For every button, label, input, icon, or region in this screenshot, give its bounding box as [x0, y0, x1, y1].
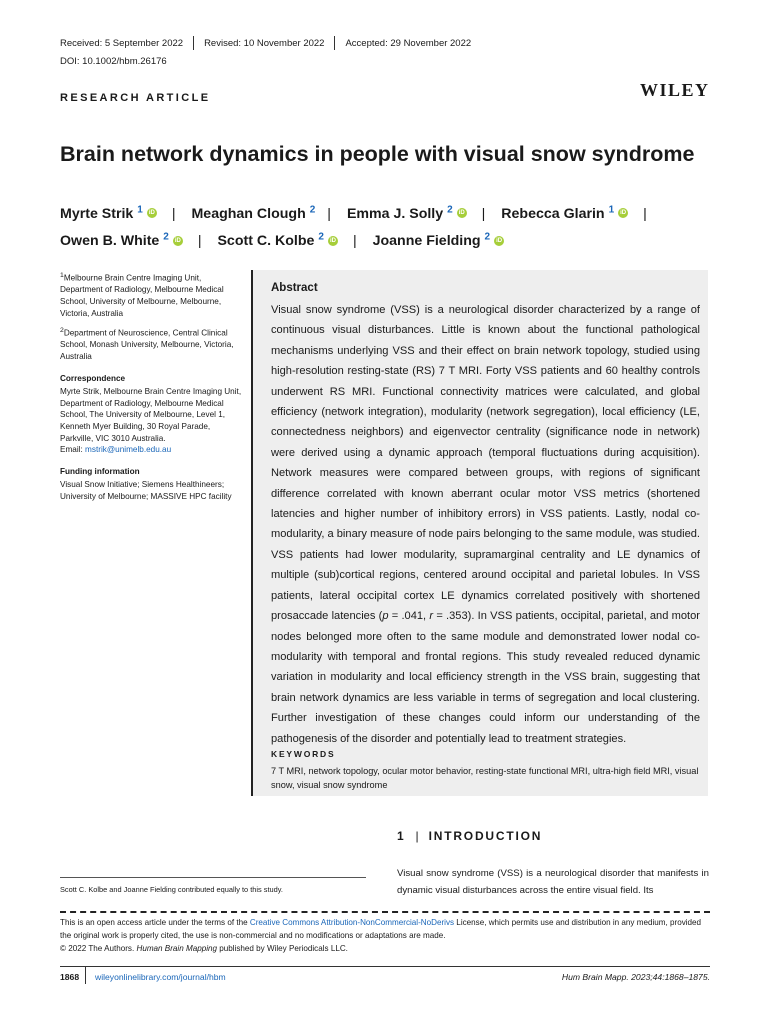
footnote-divider — [60, 877, 366, 878]
affiliation-2: $^2$Department of Neuroscience, Central Clinical School, Monash University, Melbourne, Victoria, Australia — [60, 327, 234, 362]
journal-citation: Hum Brain Mapp. 2023;44:1868–1875. — [561, 972, 710, 982]
orcid-icon[interactable]: iD — [148, 209, 155, 216]
correspondence-text: Myrte Strik, Melbourne Brain Centre Imaging Unit, Department of Radiology, Melbourne Medical School, The University of Melbourne, Level 1, Kenneth Myer Building, 30 Royal Parade, Parkville, VIC 3010 Australia. Email: mstrik@unimelb.edu.au — [60, 387, 242, 455]
abstract-rule — [251, 270, 253, 796]
author-list: Myrte Strik $^1$ iD | Meaghan Clough $^2$ | Emma J. Solly $^2$ iD | Rebecca Glarin $^1$ iD | Owen B. White $^2$ iD | Scott C. Kolbe $^2$ iD | Joanne Fielding $^2$ iD — [60, 204, 647, 250]
publication-dates — [60, 36, 471, 50]
keywords-text: 7 T MRI, network topology, ocular motor behavior, resting-state functional MRI, ultra-high field MRI, visual snow, visual snow syndrome — [271, 766, 699, 790]
author[interactable]: Scott C. Kolbe $^2$ — [217, 231, 324, 250]
author[interactable]: Meaghan Clough $^2$ — [191, 204, 316, 222]
orcid-icon[interactable]: iD — [174, 237, 181, 244]
revised-date: Revised: 10 November 2022 — [204, 37, 325, 49]
page-number: 1868 — [60, 972, 80, 982]
correspondence-label: Correspondence — [60, 373, 126, 383]
publisher-logo: WILEY — [640, 80, 710, 100]
received-date: Received: 5 September 2022 — [60, 37, 184, 49]
accepted-date: Accepted: 29 November 2022 — [345, 37, 472, 49]
keywords-heading: KEYWORDS — [271, 749, 336, 759]
orcid-icon[interactable]: iD — [458, 209, 465, 216]
article-title: Brain network dynamics in people with visual snow syndrome — [60, 142, 695, 166]
divider — [193, 36, 194, 50]
author[interactable]: Emma J. Solly $^2$ — [346, 204, 453, 222]
abstract-heading: Abstract — [271, 282, 318, 294]
article-type: RESEARCH ARTICLE — [60, 92, 211, 104]
footnote: Scott C. Kolbe and Joanne Fielding contributed equally to this study. — [60, 885, 283, 894]
orcid-icon[interactable]: iD — [329, 237, 336, 244]
section-heading-introduction: 1 | INTRODUCTION — [397, 829, 543, 843]
article-info-column — [60, 270, 242, 509]
funding-label: Funding information — [60, 466, 140, 476]
introduction-text: Visual snow syndrome (VSS) is a neurological disorder that manifests in dynamic visual disturbances across the entire visual field. Its — [397, 868, 709, 896]
license-link[interactable]: Creative Commons Attribution-NonCommercial-NoDerivs — [249, 918, 455, 927]
orcid-icon[interactable]: iD — [496, 237, 503, 244]
orcid-icon[interactable]: iD — [620, 209, 627, 216]
author[interactable]: Owen B. White $^2$ — [60, 231, 169, 250]
journal-url-link[interactable]: wileyonlinelibrary.com/journal/hbm — [95, 972, 226, 982]
author[interactable]: Joanne Fielding $^2$ — [372, 231, 491, 250]
doi[interactable]: DOI: 10.1002/hbm.26176 — [60, 56, 167, 67]
abstract-text: Visual snow syndrome (VSS) is a neurological disorder characterized by a range of continuous visual disturbances. Little is known about the functional pathological mechanisms underlying VSS and their effect on brain network topology, studied using high-resolution resting-state (RS) 7 T MRI. Forty VSS patients and 60 healthy controls underwent RS MRI. Functional connectivity matrices were calculated, and global efficiency (network integration), modularity (network segregation), local efficiency (LE, connectedness neighbors) and eigenvector centrality (significance node in network) were derived using a dynamic approach (temporal fluctuations during acquisition). Network measures were compared between groups, with regions of significant difference correlated with known aberrant ocular motor VSS metrics (shortened latencies and higher number of inhibitory errors) in VSS patients. Lastly, nodal co-modularity, a binary measure of node pairs belonging to the same module, was studied. VSS patients had lower modularity, supramarginal centrality and LE dynamics of multiple (sub)cortical regions, centered around occipital and parietal lobules. In VSS patients, lateral occipital cortex LE dynamics correlated positively with shortened prosaccade latencies (p = .041, r = .353). In VSS patients, occipital, parietal, and motor nodes belonged more often to the same module and demonstrated lower nodal co-modularity with temporal and frontal regions. This study revealed reduced dynamic variation in modularity and local efficiency strength in the VSS brain, suggesting that brain network dynamics are less variable in terms of segregation and local clustering. Further investigation of these changes could inform our understanding of the pathogenesis of the disorder and potentially lead to treatment strategies. — [271, 304, 701, 745]
author[interactable]: Rebecca Glarin $^1$ — [501, 204, 615, 222]
footer-divider — [60, 966, 710, 967]
affiliation-1: $^1$Melbourne Brain Centre Imaging Unit, Department of Radiology, Melbourne Medical School, University of Melbourne, Melbourne, Victoria, Australia — [60, 272, 224, 318]
footer-separator — [85, 967, 86, 984]
funding-text: Visual Snow Initiative; Siemens Healthineers; University of Melbourne; MASSIVE HPC facility — [60, 480, 232, 501]
license-text: This is an open access article under the terms of the Creative Commons Attribution-NonCommercial-NoDerivs License, which permits use and distribution in any medium, provided the original work is properly cited, the use is non-commercial and no modifications or adaptations are made. © 2022 The Authors. Human Brain Mapping published by Wiley Periodicals LLC. — [60, 918, 702, 953]
author[interactable]: Myrte Strik $^1$ — [60, 204, 143, 222]
license-divider — [60, 911, 710, 913]
email-link[interactable]: mstrik@unimelb.edu.au — [85, 445, 172, 455]
divider — [334, 36, 335, 50]
